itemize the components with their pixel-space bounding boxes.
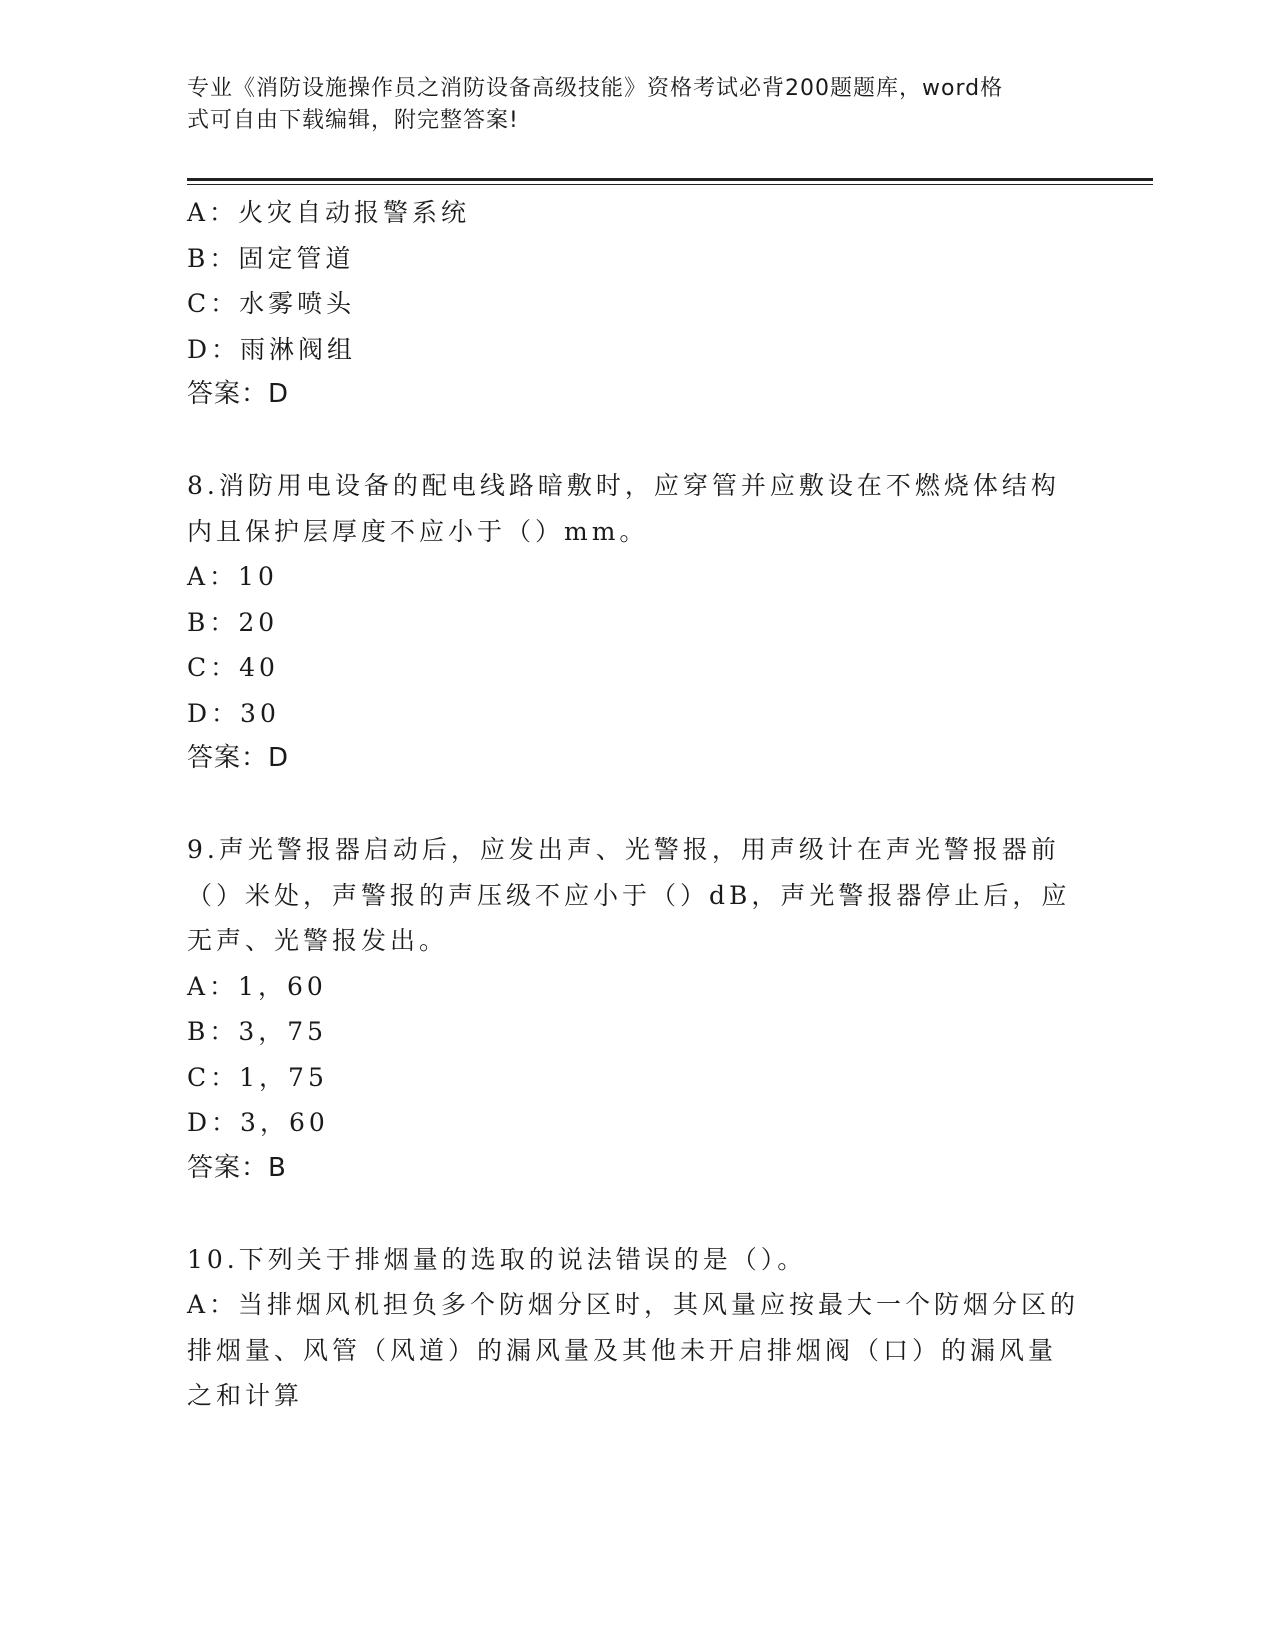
option-d: D：雨淋阀组 (187, 334, 357, 364)
question-content (187, 190, 1087, 1419)
spacer (187, 418, 1087, 464)
option-d: D：30 (187, 698, 280, 728)
option-c: C：40 (187, 653, 279, 682)
spacer (187, 782, 1087, 828)
question-stem: 内且保护层厚度不应小于（）mm。 (187, 516, 649, 546)
answer: 答案：B (187, 1152, 287, 1183)
option-a: A：1，60 (187, 971, 327, 1001)
option-a: A：当排烟风机担负多个防烟分区时，其风量应按最大一个防烟分区的 (187, 1290, 1080, 1319)
question-10 (187, 1237, 1087, 1419)
document-header (187, 73, 1067, 137)
header-rule-thick (187, 178, 1153, 181)
option-b: B：固定管道 (187, 243, 355, 273)
option-a: 排烟量、风管（风道）的漏风量及其他未开启排烟阀（口）的漏风量 (187, 1335, 1058, 1365)
option-a: 之和计算 (187, 1381, 304, 1410)
question-9 (187, 827, 1087, 1191)
question-stem: 10.下列关于排烟量的选取的说法错误的是（）。 (187, 1244, 807, 1274)
header-line-1: 专业《消防设施操作员之消防设备高级技能》资格考试必背200题题库，word格 (187, 76, 1004, 101)
question-8 (187, 463, 1087, 782)
option-d: D：3，60 (187, 1108, 329, 1137)
question-7 (187, 190, 1087, 418)
answer: 答案：D (187, 379, 290, 409)
option-c: C：1，75 (187, 1062, 328, 1092)
question-stem: （）米处，声警报的声压级不应小于（）dB，声光警报器停止后，应 (187, 880, 1071, 910)
question-stem: 9.声光警报器启动后，应发出声、光警报，用声级计在声光警报器前 (187, 835, 1060, 864)
option-c: C：水雾喷头 (187, 289, 356, 318)
answer: 答案：D (187, 743, 290, 773)
question-stem: 8.消防用电设备的配电线路暗敷时，应穿管并应敷设在不燃烧体结构 (187, 471, 1060, 500)
option-b: B：3，75 (187, 1017, 328, 1046)
question-stem: 无声、光警报发出。 (187, 926, 449, 955)
option-a: A：10 (187, 562, 278, 591)
header-rule-thin (187, 184, 1153, 185)
header-line-2: 式可自由下载编辑，附完整答案! (187, 108, 519, 133)
option-b: B：20 (187, 607, 279, 637)
spacer (187, 1191, 1087, 1237)
option-a: A：火灾自动报警系统 (187, 198, 471, 227)
